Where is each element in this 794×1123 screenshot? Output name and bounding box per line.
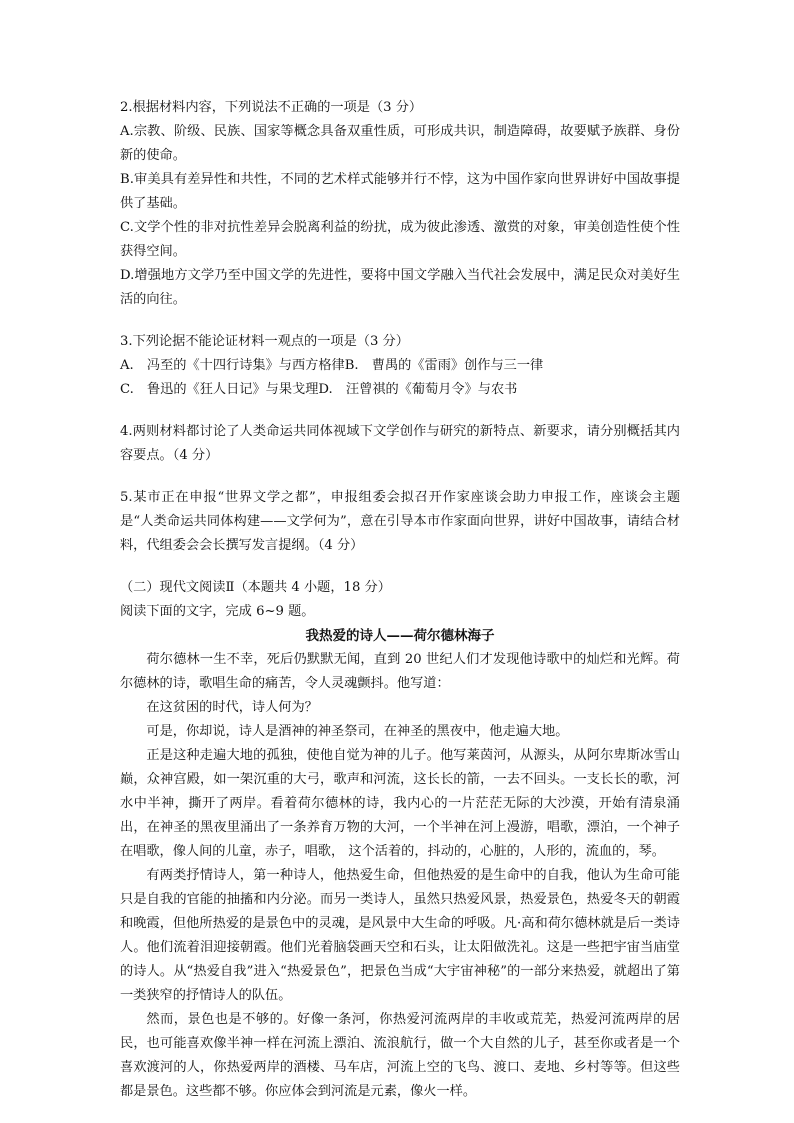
- article-paragraph: 正是这种走遍大地的孤独，使他自觉为神的儿子。他写莱茵河，从源头，从阿尔卑斯冰雪山巅，众神宫殿，如一架沉重的大弓，歌声和河流，这长长的箭，一去不回头。一支长长的歌，河水中半神，撕开了两岸。看着荷尔德林的诗，我内心的一片茫茫无际的大沙漠，开始有清泉涌出，在神圣的黑夜里涌出了一条养育万物的大河，一个半神在河上漫游，唱歌，漂泊，一个神子在唱歌，像人间的儿童，赤子，唱歌， 这个活着的，抖动的，心脏的，人形的，流血的，琴。: [120, 748, 680, 859]
- exam-page: [120, 96, 680, 1104]
- section-instruction: 阅读下面的文字，完成 6~9 题。: [120, 604, 315, 619]
- spacer: [120, 468, 680, 486]
- article-paragraph: 可是，你却说，诗人是酒神的神圣祭司，在神圣的黑夜中，他走遍大地。: [146, 724, 569, 739]
- question-3-options-row-2: C. 鲁迅的《狂人日记》与果戈理D. 汪曾祺的《葡萄月令》与农书: [120, 382, 518, 397]
- article-paragraph: 在这贫困的时代，诗人何为？: [146, 700, 318, 715]
- question-5-text: 5.某市正在申报“世界文学之都”，申报组委会拟召开作家座谈会助力申报工作，座谈会主题是“人类命运共同体构建——文学何为”，意在引导本市作家面向世界，讲好中国故事，请结合材料，代组委会会长撰写发言提纲。（4 分）: [120, 490, 680, 553]
- question-3-options-row-1: A. 冯至的《十四行诗集》与西方格律B. 曹禺的《雷雨》创作与三一律: [120, 358, 544, 373]
- question-2-option-c: C.文学个性的非对抗性差异会脱离利益的纷扰，成为彼此渗透、激赏的对象，审美创造性使个性获得空间。: [120, 220, 680, 259]
- question-3-stem: 3.下列论据不能论证材料一观点的一项是（3 分）: [120, 334, 409, 349]
- article-title: 我热爱的诗人——荷尔德林海子: [305, 628, 495, 644]
- article-paragraph: 然而，景色也是不够的。好像一条河，你热爱河流两岸的丰收或荒芜，热爱河流两岸的居民，也可能喜欢像半神一样在河流上漂泊、流浪航行，做一个大自然的儿子，甚至你或者是一个喜欢渡河的人，你热爱两岸的酒楼、马车店，河流上空的飞鸟、渡口、麦地、乡村等等。但这些都是景色。这些都不够。你应体会到河流是元素，像火一样。: [120, 1012, 680, 1099]
- question-2-option-b: B.审美具有差异性和共性，不同的艺术样式能够并行不悖，这为中国作家向世界讲好中国故事提供了基础。: [120, 172, 680, 211]
- article-paragraph: 有两类抒情诗人，第一种诗人，他热爱生命，但他热爱的是生命中的自我，他认为生命可能只是自我的官能的抽搐和内分泌。而另一类诗人，虽然只热爱风景，热爱景色，热爱冬天的朝霞和晚霞，但他所热爱的是景色中的灵魂，是风景中大生命的呼吸。凡·高和荷尔德林就是后一类诗人。他们流着泪迎接朝霞。他们光着脑袋画天空和石头，让太阳做洗礼。这是一些把宇宙当庙堂的诗人。从“热爱自我”进入“热爱景色”，把景色当成“大宇宙神秘”的一部分来热爱，就超出了第一类狭窄的抒情诗人的队伍。: [120, 868, 680, 1003]
- spacer: [120, 402, 680, 420]
- question-2-option-a: A.宗教、阶级、民族、国家等概念具备双重性质，可形成共识，制造障碍，故要赋予族群、身份新的使命。: [120, 124, 680, 163]
- article-paragraph: 荷尔德林一生不幸，死后仍默默无闻，直到 20 世纪人们才发现他诗歌中的灿烂和光辉。荷尔德林的诗，歌唱生命的痛苦，令人灵魂颤抖。他写道：: [120, 652, 680, 691]
- spacer: [120, 312, 680, 330]
- question-2-option-d: D.增强地方文学乃至中国文学的先进性，要将中国文学融入当代社会发展中，满足民众对美好生活的向往。: [120, 268, 680, 307]
- question-4-text: 4.两则材料都讨论了人类命运共同体视域下文学创作与研究的新特点、新要求，请分别概括其内容要点。（4 分）: [120, 424, 680, 463]
- question-2-stem: 2.根据材料内容，下列说法不正确的一项是（3 分）: [120, 100, 423, 115]
- section-header: （二）现代文阅读Ⅱ（本题共 4 小题，18 分）: [120, 580, 391, 595]
- spacer: [120, 558, 680, 576]
